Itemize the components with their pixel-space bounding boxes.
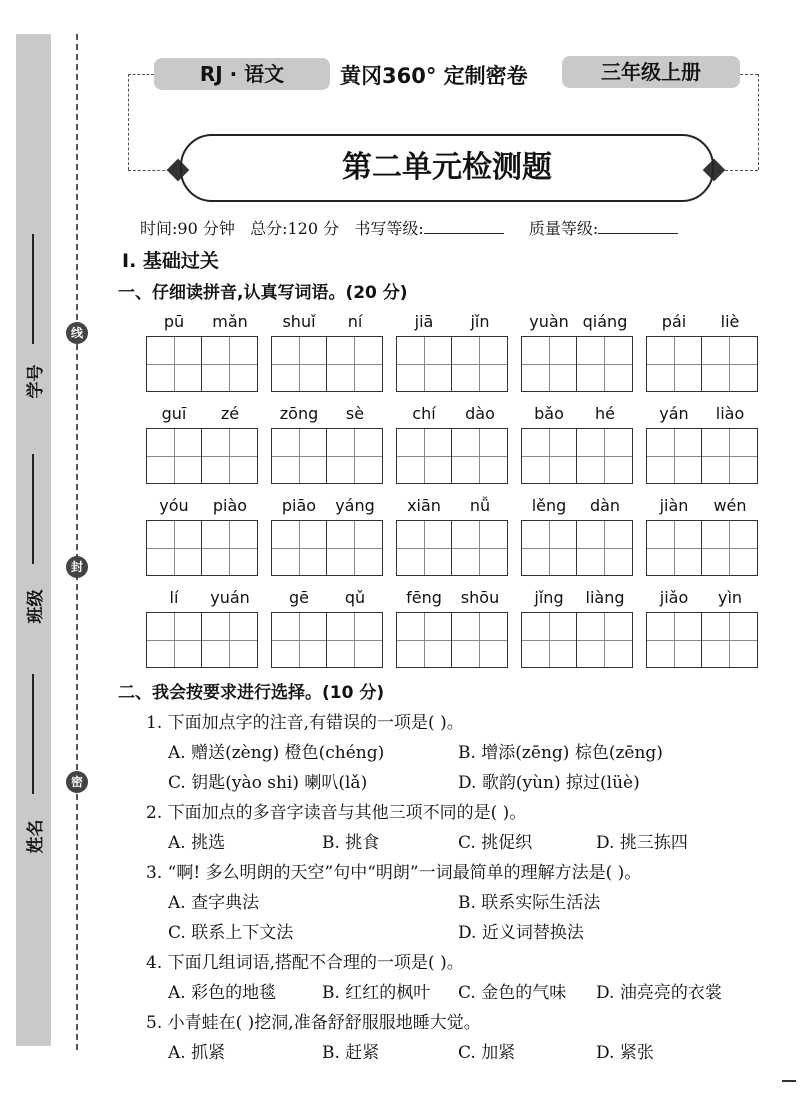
q2-1-option-c[interactable]: C. 钥匙(yào shi) 喇叭(lǎ) bbox=[168, 773, 368, 793]
pinyin-label: yuán bbox=[210, 588, 250, 607]
header-dash bbox=[758, 74, 759, 170]
exam-meta bbox=[140, 216, 698, 239]
series-name: 黄冈360° 定制密卷 bbox=[340, 64, 528, 88]
writing-box[interactable] bbox=[702, 612, 758, 668]
writing-grade-blank[interactable] bbox=[424, 233, 504, 234]
pinyin-label: qǔ bbox=[344, 588, 366, 607]
q2-2-option-a[interactable]: A. 挑选 bbox=[168, 833, 226, 853]
writing-box[interactable] bbox=[202, 336, 258, 392]
writing-box[interactable] bbox=[577, 336, 633, 392]
writing-box[interactable] bbox=[396, 428, 452, 484]
writing-box[interactable] bbox=[202, 520, 258, 576]
writing-box[interactable] bbox=[646, 336, 702, 392]
pinyin-label: zé bbox=[220, 404, 240, 423]
writing-box[interactable] bbox=[521, 612, 577, 668]
pinyin-label: pū bbox=[163, 312, 185, 331]
pinyin-label: sè bbox=[345, 404, 365, 423]
q2-5-option-d[interactable]: D. 紧张 bbox=[596, 1043, 654, 1063]
pinyin-label: dào bbox=[465, 404, 495, 423]
pinyin-label: fēng bbox=[406, 588, 442, 607]
pinyin-label: yáng bbox=[335, 496, 375, 515]
writing-box[interactable] bbox=[702, 336, 758, 392]
pinyin-label: yán bbox=[659, 404, 689, 423]
writing-box[interactable] bbox=[521, 336, 577, 392]
grade-pill: 三年级上册 bbox=[562, 56, 740, 88]
writing-box[interactable] bbox=[646, 428, 702, 484]
name-blank[interactable] bbox=[32, 674, 34, 794]
q2-heading: 二、我会按要求进行选择。(10 分) bbox=[118, 683, 385, 703]
pinyin-label: chí bbox=[412, 404, 436, 423]
pinyin-label: piāo bbox=[281, 496, 317, 515]
q2-3-option-c[interactable]: C. 联系上下文法 bbox=[168, 923, 294, 943]
writing-box[interactable] bbox=[146, 428, 202, 484]
q2-1-option-b[interactable]: B. 增添(zēng) 棕色(zēng) bbox=[458, 743, 663, 763]
writing-box[interactable] bbox=[452, 428, 508, 484]
pinyin-label: wén bbox=[713, 496, 747, 515]
total-score: 总分:120 分 bbox=[250, 219, 340, 238]
writing-box[interactable] bbox=[271, 520, 327, 576]
q2-4-option-a[interactable]: A. 彩色的地毯 bbox=[168, 983, 277, 1003]
name-label: 姓名 bbox=[26, 819, 46, 854]
writing-box[interactable] bbox=[577, 520, 633, 576]
q2-3-option-b[interactable]: B. 联系实际生活法 bbox=[458, 893, 601, 913]
pinyin-label: jǐn bbox=[470, 312, 490, 331]
student-id-blank[interactable] bbox=[32, 234, 34, 344]
student-id-label: 学号 bbox=[26, 364, 46, 399]
writing-box[interactable] bbox=[577, 612, 633, 668]
exam-title: 第二单元检测题 bbox=[180, 134, 714, 202]
q2-1-option-a[interactable]: A. 赠送(zèng) 橙色(chéng) bbox=[168, 743, 385, 763]
seal-line-mark: 线 bbox=[66, 322, 88, 344]
class-label: 班级 bbox=[26, 589, 46, 624]
writing-box[interactable] bbox=[396, 612, 452, 668]
header-dash bbox=[720, 170, 758, 171]
pinyin-label: jǐng bbox=[534, 588, 564, 607]
writing-box[interactable] bbox=[646, 520, 702, 576]
pinyin-label: mǎn bbox=[212, 312, 248, 331]
q2-4-stem: 4. 下面几组词语,搭配不合理的一项是( )。 bbox=[146, 953, 464, 973]
cut-line bbox=[76, 34, 78, 1050]
writing-box[interactable] bbox=[521, 520, 577, 576]
pinyin-label: yìn bbox=[717, 588, 743, 607]
header-dash bbox=[128, 74, 129, 170]
writing-box[interactable] bbox=[452, 612, 508, 668]
writing-box[interactable] bbox=[577, 428, 633, 484]
header-dash bbox=[128, 74, 154, 75]
q2-2-option-b[interactable]: B. 挑食 bbox=[322, 833, 380, 853]
writing-box[interactable] bbox=[146, 612, 202, 668]
pinyin-label: zōng bbox=[279, 404, 319, 423]
pinyin-label: liè bbox=[720, 312, 740, 331]
pinyin-label: jiǎo bbox=[659, 588, 689, 607]
pinyin-label: jiàn bbox=[659, 496, 689, 515]
pinyin-label: lěng bbox=[531, 496, 567, 515]
pinyin-label: piào bbox=[212, 496, 248, 515]
seal-mi-mark: 密 bbox=[66, 771, 88, 793]
writing-box[interactable] bbox=[327, 612, 383, 668]
writing-box[interactable] bbox=[271, 336, 327, 392]
writing-box[interactable] bbox=[146, 520, 202, 576]
seal-feng-mark: 封 bbox=[66, 556, 88, 578]
q2-4-option-b[interactable]: B. 红红的枫叶 bbox=[322, 983, 431, 1003]
writing-box[interactable] bbox=[327, 520, 383, 576]
writing-box[interactable] bbox=[146, 336, 202, 392]
writing-box[interactable] bbox=[646, 612, 702, 668]
pinyin-label: nǚ bbox=[469, 496, 491, 515]
class-blank[interactable] bbox=[32, 454, 34, 564]
pinyin-label: shuǐ bbox=[282, 312, 316, 331]
pinyin-label: gē bbox=[289, 588, 309, 607]
q2-3-stem: 3. “啊! 多么明朗的天空”句中“明朗”一词最简单的理解方法是( )。 bbox=[146, 863, 642, 883]
writing-box[interactable] bbox=[702, 520, 758, 576]
pinyin-label: shōu bbox=[460, 588, 500, 607]
pinyin-label: dàn bbox=[589, 496, 621, 515]
writing-box[interactable] bbox=[452, 336, 508, 392]
writing-box[interactable] bbox=[327, 336, 383, 392]
time-limit: 时间:90 分钟 bbox=[140, 219, 235, 238]
pinyin-label: hé bbox=[595, 404, 615, 423]
subject-pill: RJ · 语文 bbox=[154, 58, 330, 90]
q2-5-option-a[interactable]: A. 抓紧 bbox=[168, 1043, 226, 1063]
binding-strip bbox=[16, 34, 51, 1046]
pinyin-label: guī bbox=[161, 404, 187, 423]
pinyin-label: bǎo bbox=[534, 404, 564, 423]
quality-grade-blank[interactable] bbox=[598, 233, 678, 234]
writing-grade-label: 书写等级: bbox=[354, 219, 424, 238]
q2-2-option-d[interactable]: D. 挑三拣四 bbox=[596, 833, 688, 853]
pinyin-label: yuàn bbox=[529, 312, 569, 331]
part-one-heading: Ⅰ. 基础过关 bbox=[122, 250, 219, 272]
writing-box[interactable] bbox=[271, 428, 327, 484]
header-dash bbox=[740, 74, 758, 75]
q2-2-option-c[interactable]: C. 挑促织 bbox=[458, 833, 533, 853]
pinyin-label: jiā bbox=[414, 312, 434, 331]
q2-5-option-b[interactable]: B. 赶紧 bbox=[322, 1043, 380, 1063]
pinyin-label: lí bbox=[169, 588, 179, 607]
writing-box[interactable] bbox=[702, 428, 758, 484]
pinyin-label: yóu bbox=[159, 496, 189, 515]
q2-3-option-a[interactable]: A. 查字典法 bbox=[168, 893, 260, 913]
q2-3-option-d[interactable]: D. 近义词替换法 bbox=[458, 923, 584, 943]
writing-box[interactable] bbox=[521, 428, 577, 484]
writing-box[interactable] bbox=[452, 520, 508, 576]
q2-1-stem: 1. 下面加点字的注音,有错误的一项是( )。 bbox=[146, 713, 464, 733]
pinyin-label: xiān bbox=[407, 496, 441, 515]
pinyin-label: liào bbox=[715, 404, 745, 423]
q2-4-option-c[interactable]: C. 金色的气味 bbox=[458, 983, 567, 1003]
header-dash bbox=[128, 170, 170, 171]
q2-5-stem: 5. 小青蛙在( )挖洞,准备舒舒服服地睡大觉。 bbox=[146, 1013, 481, 1033]
quality-grade-label: 质量等级: bbox=[528, 219, 599, 238]
pinyin-label: ní bbox=[347, 312, 363, 331]
pinyin-label: pái bbox=[661, 312, 687, 331]
q2-1-option-d[interactable]: D. 歌韵(yùn) 掠过(lüè) bbox=[458, 773, 640, 793]
q2-5-option-c[interactable]: C. 加紧 bbox=[458, 1043, 516, 1063]
q2-2-stem: 2. 下面加点的多音字读音与其他三项不同的是( )。 bbox=[146, 803, 527, 823]
q2-4-option-d[interactable]: D. 油亮亮的衣裳 bbox=[596, 983, 722, 1003]
q1-heading: 一、仔细读拼音,认真写词语。(20 分) bbox=[118, 283, 408, 303]
writing-box[interactable] bbox=[271, 612, 327, 668]
pinyin-label: qiáng bbox=[582, 312, 628, 331]
writing-box[interactable] bbox=[202, 428, 258, 484]
writing-box[interactable] bbox=[396, 520, 452, 576]
page-corner-mark bbox=[782, 1080, 796, 1082]
pinyin-label: liàng bbox=[585, 588, 625, 607]
writing-box[interactable] bbox=[327, 428, 383, 484]
writing-box[interactable] bbox=[396, 336, 452, 392]
writing-box[interactable] bbox=[202, 612, 258, 668]
